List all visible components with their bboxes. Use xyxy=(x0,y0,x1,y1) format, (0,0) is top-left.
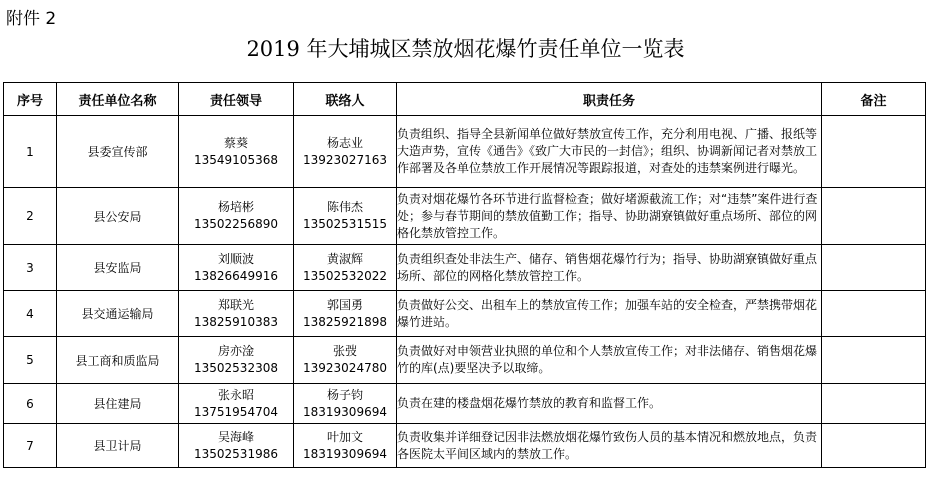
row-seq: 3 xyxy=(4,245,57,291)
header-leader: 责任领导 xyxy=(179,83,294,116)
leader-name: 郑联光 xyxy=(217,297,254,312)
leader-name: 杨培彬 xyxy=(217,200,254,214)
row-seq: 1 xyxy=(4,116,57,188)
header-seq: 序号 xyxy=(4,83,57,116)
row-duty: 负责对烟花爆竹各环节进行监督检查；做好堵源截流工作；对“违禁”案件进行查处；参与春节期间的禁放值勤工作；指导、协助湖寮镇做好重点场所、部位的网格化禁放管控工作。 xyxy=(397,188,822,245)
row-leader xyxy=(179,384,294,424)
contact-name: 杨子钧 xyxy=(326,387,363,402)
row-note xyxy=(822,291,926,337)
leader-phone: 13502256890 xyxy=(194,217,278,231)
contact-phone: 13923027163 xyxy=(303,152,387,167)
contact-phone: 13502532022 xyxy=(303,268,387,283)
row-note xyxy=(822,337,926,384)
leader-name: 刘顺波 xyxy=(217,251,254,266)
row-leader xyxy=(179,291,294,337)
row-leader xyxy=(179,424,294,468)
row-note xyxy=(822,424,926,468)
row-unit: 县委宣传部 xyxy=(57,116,179,188)
leader-phone: 13502531986 xyxy=(194,446,278,461)
row-leader xyxy=(179,245,294,291)
header-contact: 联络人 xyxy=(294,83,397,116)
row-contact xyxy=(294,116,397,188)
row-unit: 县工商和质监局 xyxy=(57,337,179,384)
row-seq: 6 xyxy=(4,384,57,424)
table-row xyxy=(4,424,926,468)
table-row xyxy=(4,188,926,245)
row-contact xyxy=(294,245,397,291)
row-note xyxy=(822,188,926,245)
leader-phone: 13751954704 xyxy=(194,404,278,419)
contact-phone: 13825921898 xyxy=(303,314,387,329)
table-row xyxy=(4,384,926,424)
row-contact xyxy=(294,291,397,337)
row-note xyxy=(822,245,926,291)
leader-name: 吴海峰 xyxy=(217,429,254,444)
table-row xyxy=(4,337,926,384)
row-duty: 负责做好公交、出租车上的禁放宣传工作；加强车站的安全检查，严禁携带烟花爆竹进站。 xyxy=(397,291,822,337)
row-leader xyxy=(179,188,294,245)
row-contact xyxy=(294,188,397,245)
leader-name: 张永昭 xyxy=(217,387,254,402)
row-note xyxy=(822,384,926,424)
row-seq: 7 xyxy=(4,424,57,468)
row-seq: 2 xyxy=(4,188,57,245)
row-contact xyxy=(294,424,397,468)
responsibility-table xyxy=(3,82,926,468)
contact-name: 叶加文 xyxy=(326,429,363,444)
leader-phone: 13502532308 xyxy=(194,361,278,375)
row-duty: 负责收集并详细登记因非法燃放烟花爆竹致伤人员的基本情况和燃放地点，负责各医院太平间区域内的禁放工作。 xyxy=(397,424,822,468)
row-duty: 负责做好对申领营业执照的单位和个人禁放宣传工作；对非法储存、销售烟花爆竹的库(点)要坚决予以取缔。 xyxy=(397,337,822,384)
table-row xyxy=(4,291,926,337)
table-header-row xyxy=(4,83,926,116)
row-duty: 负责组织、指导全县新闻单位做好禁放宣传工作，充分利用电视、广播、报纸等大造声势，宣传《通告》《致广大市民的一封信》；组织、协调新闻记者对禁放工作部署及各单位禁放工作开展情况等跟踪报道，对查处的违禁案例进行曝光。 xyxy=(397,116,822,188)
leader-name: 房亦淦 xyxy=(217,344,254,358)
leader-name: 蔡葵 xyxy=(223,135,248,150)
contact-name: 杨志业 xyxy=(326,135,363,150)
row-duty: 负责在建的楼盘烟花爆竹禁放的教育和监督工作。 xyxy=(397,384,822,424)
row-leader xyxy=(179,337,294,384)
leader-phone: 13825910383 xyxy=(194,314,278,329)
row-contact xyxy=(294,384,397,424)
row-unit: 县安监局 xyxy=(57,245,179,291)
contact-name: 黄淑辉 xyxy=(326,251,363,266)
row-note xyxy=(822,116,926,188)
row-duty: 负责组织查处非法生产、储存、销售烟花爆竹行为；指导、协助湖寮镇做好重点场所、部位的网格化禁放管控工作。 xyxy=(397,245,822,291)
contact-phone: 18319309694 xyxy=(303,404,387,419)
page-title: 2019 年大埔城区禁放烟花爆竹责任单位一览表 xyxy=(246,37,685,61)
row-leader xyxy=(179,116,294,188)
contact-name: 陈伟杰 xyxy=(326,200,363,214)
row-contact xyxy=(294,337,397,384)
row-seq: 4 xyxy=(4,291,57,337)
contact-name: 郭国勇 xyxy=(326,297,363,312)
row-seq: 5 xyxy=(4,337,57,384)
contact-name: 张弢 xyxy=(332,344,357,358)
header-note: 备注 xyxy=(822,83,926,116)
row-unit: 县公安局 xyxy=(57,188,179,245)
header-unit: 责任单位名称 xyxy=(57,83,179,116)
row-unit: 县卫计局 xyxy=(57,424,179,468)
attachment-label: 附件 2 xyxy=(6,9,57,29)
contact-phone: 13502531515 xyxy=(303,217,387,231)
table-row xyxy=(4,245,926,291)
header-duty: 职责任务 xyxy=(397,83,822,116)
row-unit: 县住建局 xyxy=(57,384,179,424)
contact-phone: 13923024780 xyxy=(303,361,387,375)
leader-phone: 13826649916 xyxy=(194,268,278,283)
leader-phone: 13549105368 xyxy=(194,152,278,167)
table-row xyxy=(4,116,926,188)
row-unit: 县交通运输局 xyxy=(57,291,179,337)
contact-phone: 18319309694 xyxy=(303,446,387,461)
